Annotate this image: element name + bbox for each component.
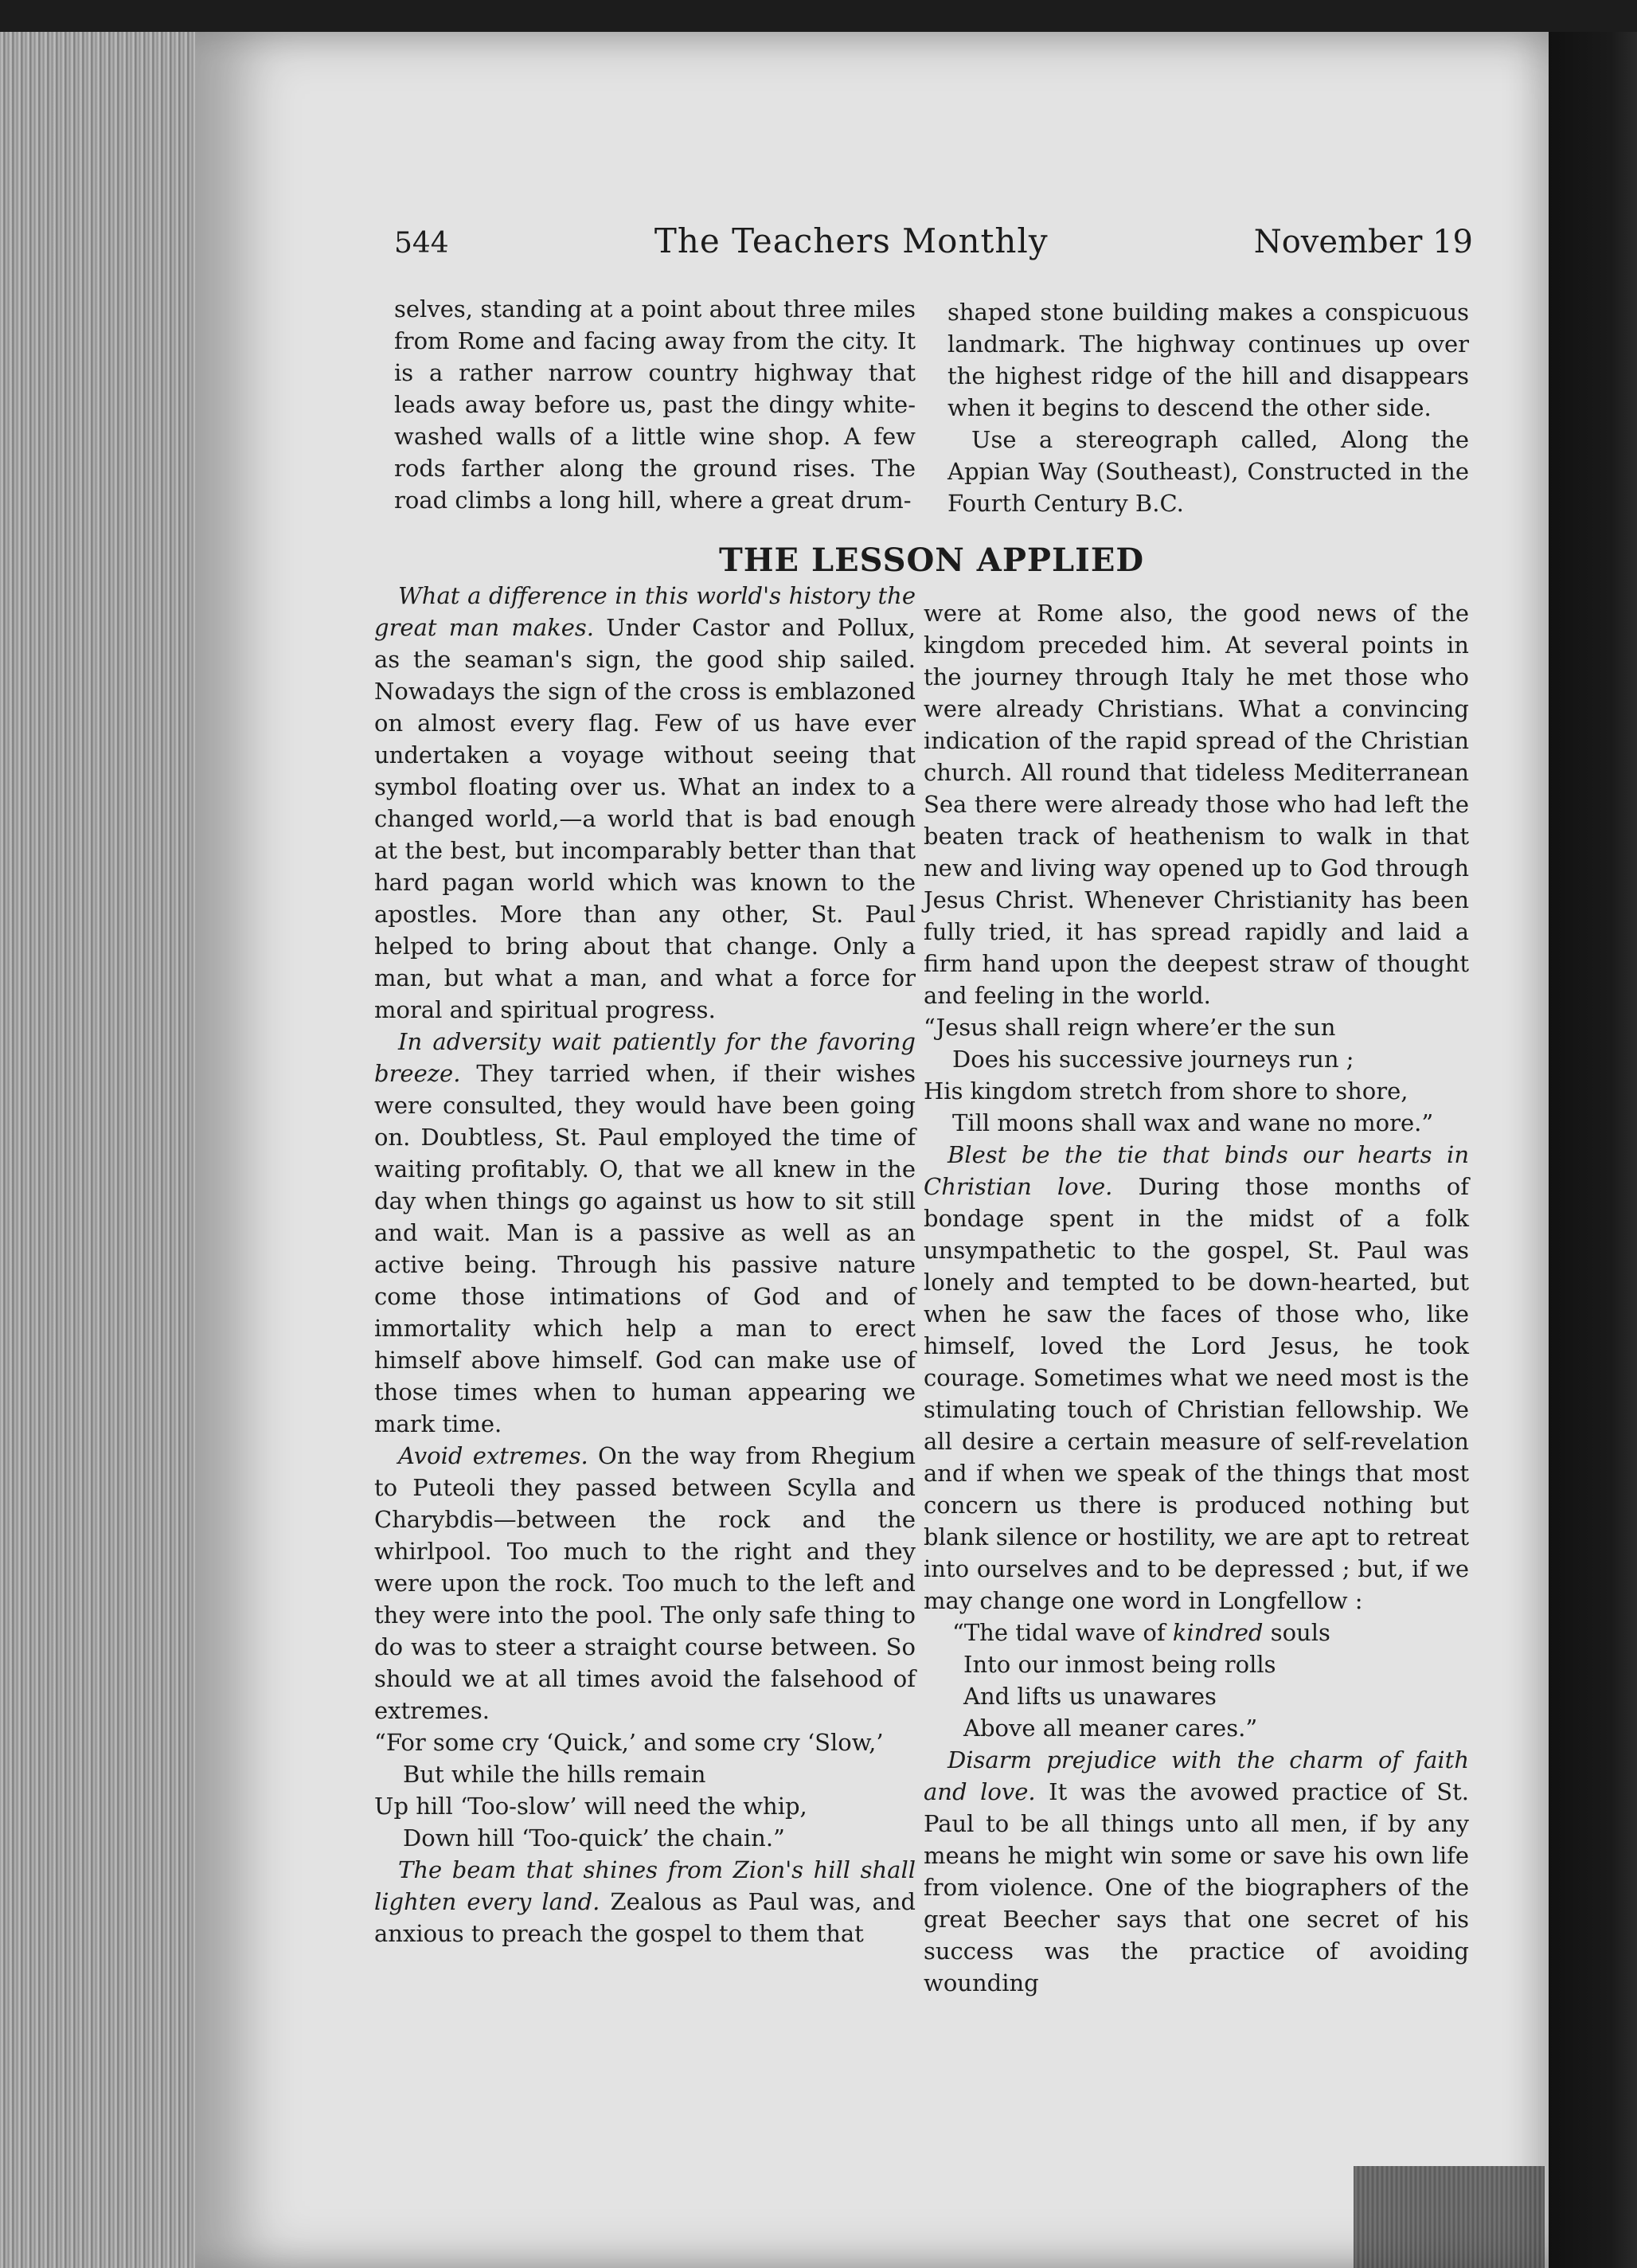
paragraph	[374, 1026, 916, 1440]
book-gutter-shadow	[1549, 32, 1637, 2268]
paragraph-body: During those months of bondage spent in the midst of a folk unsympathetic to the gospel, St. Paul was lonely and tempted to be down-hearted, but when he saw the faces of those who, like himself, loved the Lord Jesus, he took courage. Sometimes what we need most is the stimulating touch of Christian fellowship. We all desire a certain measure of self-revelation and if when we speak of the things that most concern us there is produced nothing but blank silence or hostility, we are apt to retreat into ourselves and to be depressed ; but, if we may change one word in Longfellow :	[924, 1173, 1469, 1614]
paragraph	[374, 580, 916, 1026]
right-column	[924, 597, 1469, 1999]
poem-text: “The tidal wave of	[952, 1619, 1173, 1646]
paragraph-lead: What a difference in this world's history the great man makes.	[374, 582, 916, 641]
poem-line: Above all meaner cares.”	[963, 1715, 1258, 1742]
paragraph-lead: Blest be the tie that binds our hearts in Christian love.	[924, 1141, 1469, 1200]
paragraph	[924, 1139, 1469, 1617]
section-heading: THE LESSON APPLIED	[718, 542, 1144, 579]
page-fringe	[1354, 2166, 1545, 2268]
poem	[374, 1726, 916, 1854]
poem-line: Into our inmost being rolls	[963, 1651, 1276, 1678]
poem-line: “For some cry ‘Quick,’ and some cry ‘Slow,’	[374, 1729, 884, 1756]
paragraph-body: On the way from Rhegium to Puteoli they passed between Scylla and Charybdis—between the rock and the whirlpool. Too much to the right and they were upon the rock. Too much to the left and they were into the pool. The only safe thing to do was to steer a straight course between. So should we at all times avoid the falsehood of extremes.	[374, 1442, 916, 1724]
hymn-line: “Jesus shall reign where’er the sun	[924, 1014, 1336, 1041]
paragraph-lead: Disarm prejudice with the charm of faith and love.	[924, 1746, 1469, 1805]
hymn-line: Does his successive journeys run ;	[952, 1046, 1354, 1073]
hymn-line: Till moons shall wax and wane no more.”	[952, 1109, 1434, 1136]
hymn	[924, 1011, 1469, 1139]
stereograph-note: Use a stereograph called, Along the Appian Way (Southeast), Constructed in the Fourth Century B.C.	[947, 426, 1469, 517]
paragraph	[374, 1854, 916, 1949]
paragraph-lead: In adversity wait patiently for the favoring breeze.	[374, 1028, 916, 1087]
paragraph	[924, 1744, 1469, 1999]
left-column	[374, 580, 916, 1949]
poem-line	[924, 1617, 1469, 1648]
running-title: The Teachers Monthly	[654, 221, 1049, 260]
poem-line: Up hill ‘Too-slow’ will need the whip,	[374, 1793, 807, 1820]
poem-line: And lifts us unawares	[963, 1683, 1217, 1710]
paragraph-body: Under Castor and Pollux, as the seaman's sign, the good ship sailed. Nowadays the sign of the cross is emblazoned on almost every flag. Few of us have ever undertaken a voyage without seeing that symbol floating over us. What an index to a changed world,—a world that is bad enough at the best, but incomparably better than that hard pagan world which was known to the apostles. More than any other, St. Paul helped to bring about that change. Only a man, but what a man, and what a force for moral and spiritual progress.	[374, 614, 916, 1023]
poem-emphasis: kindred	[1172, 1619, 1264, 1646]
issue-month: November 19	[1253, 224, 1473, 260]
poem-text: souls	[1263, 1619, 1330, 1646]
paragraph: were at Rome also, the good news of the kingdom preceded him. At several points in the journey through Italy he met those who were already Christians. What a convincing indication of the rapid spread of the Christian church. All round that tideless Mediterranean Sea there were already those who had left the beaten track of heathenism to walk in that new and living way opened up to God through Jesus Christ. Whenever Christianity has been fully tried, it has spread rapidly and laid a firm hand upon the deepest straw of thought and feeling in the world.	[924, 600, 1469, 1009]
paragraph-lead: The beam that shines from Zion's hill shall lighten every land.	[374, 1856, 916, 1915]
running-header	[394, 221, 1473, 285]
paragraph-body: Zealous as Paul was, and anxious to preach the gospel to them that	[374, 1888, 916, 1947]
page-number: 544	[394, 227, 449, 260]
book-page-edges	[0, 32, 199, 2268]
continued-paragraph: shaped stone building makes a conspicuous landmark. The highway continues up over the highest ridge of the hill and disappears when it begins to descend the other side.	[947, 299, 1469, 421]
top-right-column	[947, 296, 1469, 519]
poem	[924, 1617, 1469, 1744]
continued-paragraph: selves, standing at a point about three miles from Rome and facing away from the city. It is a rather narrow country highway that leads away before us, past the dingy white-washed walls of a little wine shop. A few rods farther along the ground rises. The road climbs a long hill, where a great drum-	[394, 295, 916, 514]
paragraph-body: It was the avowed practice of St. Paul to be all things unto all men, if by any means he might win some or save his own life from violence. One of the biographers of the great Beecher says that one secret of his success was the practice of avoiding wounding	[924, 1778, 1470, 1996]
hymn-line: His kingdom stretch from shore to shore,	[924, 1077, 1408, 1105]
poem-line: Down hill ‘Too-quick’ the chain.”	[403, 1824, 785, 1852]
top-left-column	[394, 293, 916, 516]
paragraph-body: They tarried when, if their wishes were consulted, they would have been going on. Doubtless, St. Paul employed the time of waiting profitably. O, that we all knew in the day when things go against us how to sit still and wait. Man is a passive as well as an active being. Through his passive nature come those intimations of God and of immortality which help a man to erect himself above himself. God can make use of those times when to human appearing we mark time.	[374, 1060, 916, 1437]
paragraph	[374, 1440, 916, 1726]
paragraph-lead: Avoid extremes.	[398, 1442, 588, 1469]
poem-line: But while the hills remain	[403, 1761, 706, 1788]
